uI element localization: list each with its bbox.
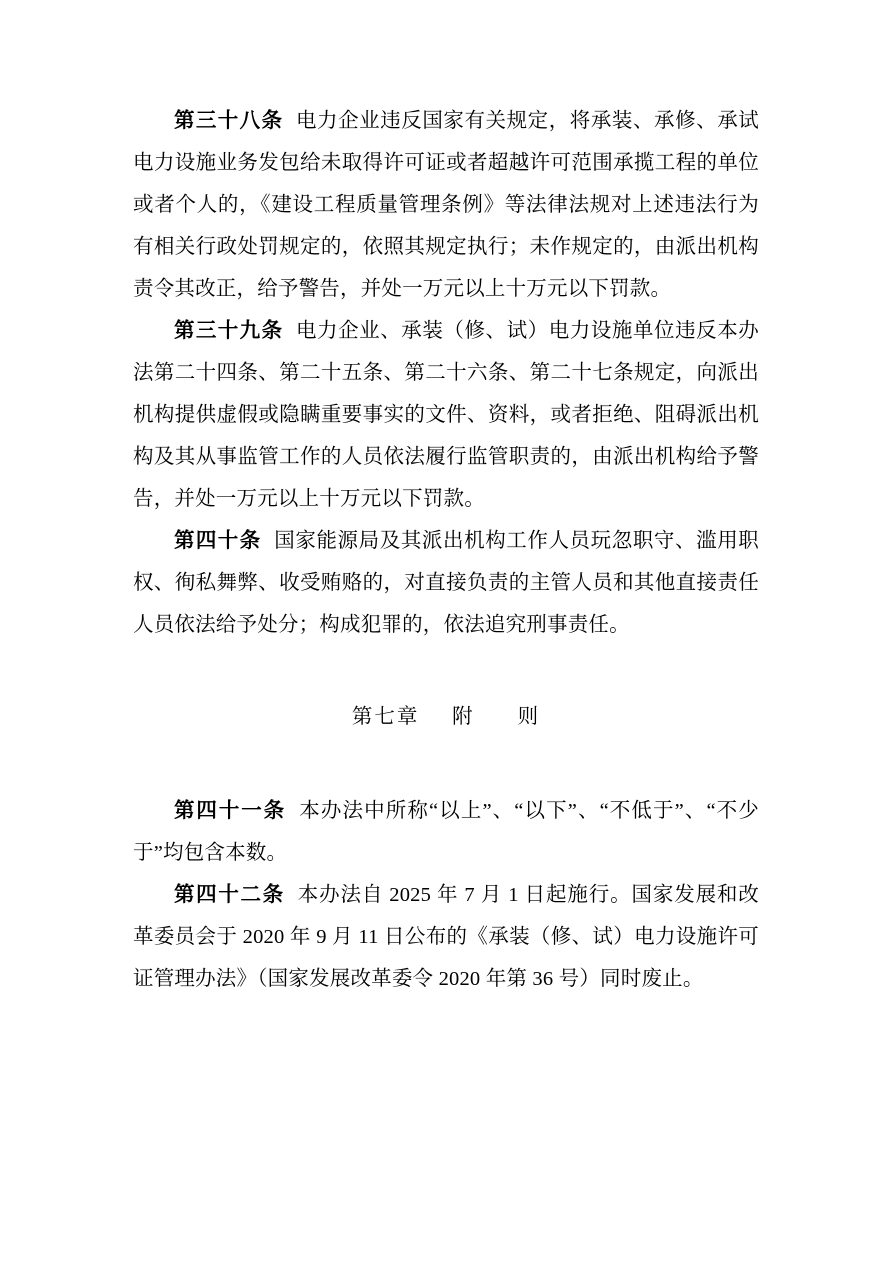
article-paragraph (133, 310, 759, 520)
article-text: 电力企业违反国家有关规定，将承装、承修、承试电力设施业务发包给未取得许可证或者超越许可范围承揽工程的单位或者个人的，《建设工程质量管理条例》等法律法规对上述违法行为有相关行政处罚规定的，依照其规定执行；未作规定的，由派出机构责令其改正，给予警告，并处一万元以上十万元以下罚款。 (133, 110, 760, 300)
article-label: 第四十二条 (174, 884, 285, 906)
chapter-spacer (133, 646, 759, 696)
article-paragraph (133, 874, 759, 1000)
chapter-number: 第七章 (351, 706, 420, 728)
article-label: 第四十条 (174, 530, 262, 552)
article-text: 电力企业、承装（修、试）电力设施单位违反本办法第二十四条、第二十五条、第二十六条、第二十七条规定，向派出机构提供虚假或隐瞒重要事实的文件、资料，或者拒绝、阻碍派出机构及其从事监管工作的人员依法履行监管职责的，由派出机构给予警告，并处一万元以上十万元以下罚款。 (133, 320, 760, 510)
article-label: 第四十一条 (174, 800, 287, 822)
article-text: 本办法自 2025 年 7 月 1 日起施行。国家发展和改革委员会于 2020 年 9 月 11 日公布的《承装（修、试）电力设施许可证管理办法》（国家发展改革委令 2020 年第 36 号）同时废止。 (133, 884, 760, 990)
chapter-title-second: 则 (517, 706, 541, 728)
chapter-heading (133, 696, 759, 738)
article-text: 本办法中所称“以上”、“以下”、“不低于”、“不少于”均包含本数。 (133, 800, 759, 864)
chapter-spacer (133, 738, 759, 790)
article-text: 国家能源局及其派出机构工作人员玩忽职守、滥用职权、徇私舞弊、收受贿赂的，对直接负责的主管人员和其他直接责任人员依法给予处分；构成犯罪的，依法追究刑事责任。 (133, 530, 759, 636)
article-paragraph (133, 790, 759, 874)
chapter-title: 附 (452, 706, 475, 728)
article-paragraph (133, 100, 759, 310)
document-body (133, 100, 759, 1000)
article-label: 第三十八条 (174, 110, 284, 132)
article-paragraph (133, 520, 759, 646)
article-label: 第三十九条 (174, 320, 284, 342)
